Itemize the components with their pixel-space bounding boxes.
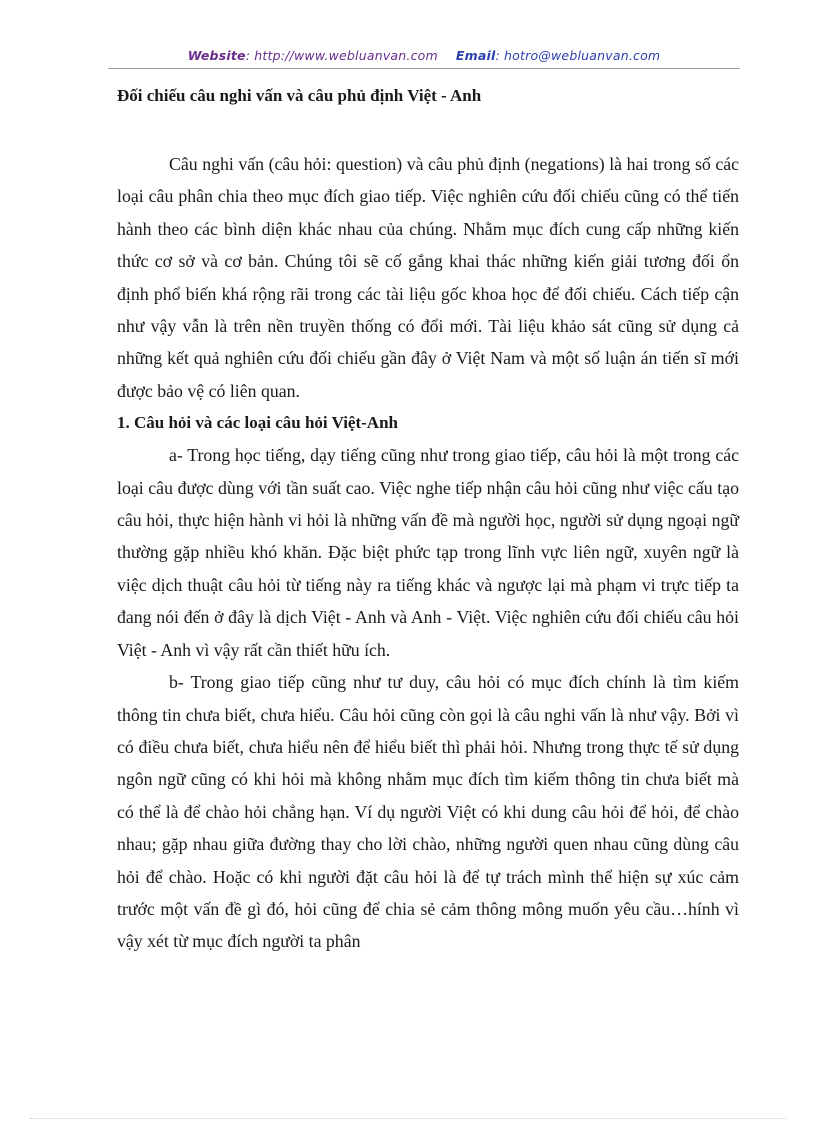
email-label: Email: [455, 48, 496, 63]
footer-divider: [30, 1118, 786, 1119]
page-header: [108, 46, 740, 68]
header-divider: [108, 68, 740, 69]
document-body: [117, 82, 739, 958]
intro-paragraph: Câu nghi vấn (câu hỏi: question) và câu phủ định (negations) là hai trong số các loại câu phân chia theo mục đích giao tiếp. Việc nghiên cứu đối chiếu cũng có thể tiến hành theo các bình diện khác nhau của chúng. Nhằm mục đích cung cấp những kiến thức cơ sở và cơ bản. Chúng tôi sẽ cố gắng khai thác những kiến giải tương đối ổn định phổ biến khá rộng rãi trong các tài liệu gốc khoa học để đối chiếu. Cách tiếp cận như vậy vẫn là trên nền truyền thống có đổi mới. Tài liệu khảo sát cũng sử dụng cả những kết quả nghiên cứu đối chiếu gần đây ở Việt Nam và một số luận án tiến sĩ mới được bảo vệ có liên quan.: [117, 154, 739, 401]
paragraph-b: b- Trong giao tiếp cũng như tư duy, câu hỏi có mục đích chính là tìm kiếm thông tin chưa biết, chưa hiểu. Câu hỏi cũng còn gọi là câu nghi vấn là như vậy. Bởi vì có điều chưa biết, chưa hiểu nên để hiểu biết thì phải hỏi. Nhưng trong thực tế sử dụng ngôn ngữ cũng có khi hỏi mà không nhằm mục đích tìm kiếm thông tin chưa biết mà có thể là để chào hỏi chẳng hạn. Ví dụ người Việt có khi dung câu hỏi để hỏi, để chào nhau; gặp nhau giữa đường thay cho lời chào, những người quen nhau cũng dùng câu hỏi để chào. Hoặc có khi người đặt câu hỏi là để tự trách mình thể hiện sự xúc cảm trước một vấn đề gì đó, hỏi cũng để chia sẻ cảm thông mông muốn yêu cầu…hính vì vậy xét từ mục đích người ta phân: [117, 672, 739, 952]
document-title: Đối chiếu câu nghi vấn và câu phủ định Việt - Anh: [117, 86, 482, 105]
website-label: Website: [187, 48, 246, 63]
paragraph-a: a- Trong học tiếng, dạy tiếng cũng như trong giao tiếp, câu hỏi là một trong các loại câu được dùng với tần suất cao. Việc nghe tiếp nhận câu hỏi cũng như việc cấu tạo câu hỏi, thực hiện hành vi hỏi là những vấn đề mà người học, người sử dụng ngoại ngữ thường gặp nhiều khó khăn. Đặc biệt phức tạp trong lĩnh vực liên ngữ, xuyên ngữ là việc dịch thuật câu hỏi từ tiếng này ra tiếng khác và ngược lại mà phạm vi trực tiếp ta đang nói đến ở đây là dịch Việt - Anh và Anh - Việt. Việc nghiên cứu đối chiếu câu hỏi Việt - Anh vì vậy rất cần thiết hữu ích.: [117, 445, 739, 660]
website-link[interactable]: : http://www.webluanvan.com: [245, 48, 438, 63]
section-1-heading: 1. Câu hỏi và các loại câu hỏi Việt-Anh: [117, 413, 398, 433]
email-link[interactable]: : hotro@webluanvan.com: [495, 48, 661, 63]
